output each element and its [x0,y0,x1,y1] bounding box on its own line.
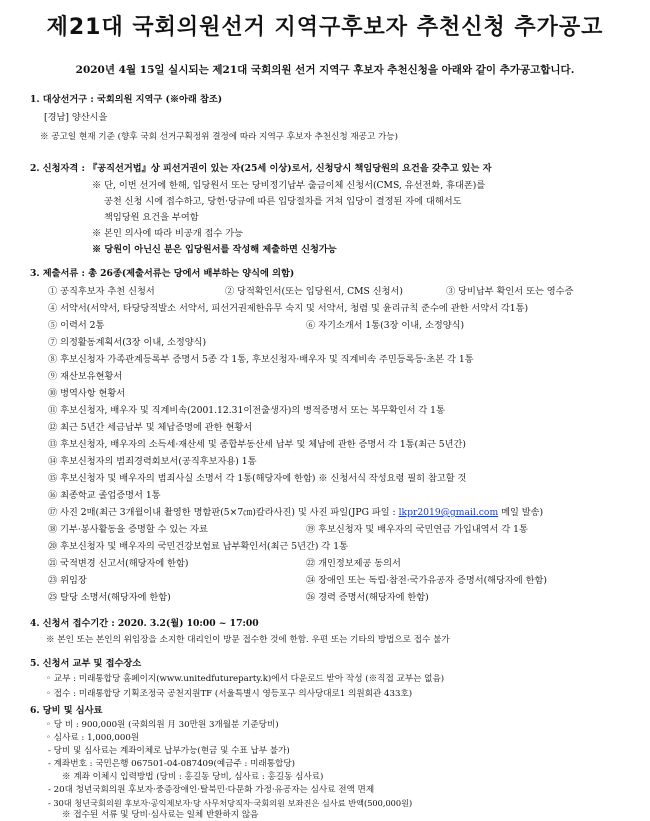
doc-item-12: ⑫ 최근 5년간 세금납부 및 체납증명에 관한 현황서 [48,422,253,433]
section-1-heading: 1. 대상선거구 : 국회의원 지역구 (※아래 참조) [30,94,223,105]
doc-item-16: ⑯ 최종학교 졸업증명서 1통 [48,490,161,501]
doc-item-24: ㉔ 장애인 또는 독립·참전·국가유공자 증명서(해당자에 한함) [306,575,547,586]
page-title: 제21대 국회의원선거 지역구후보자 추천신청 추가공고 [46,15,604,40]
doc-item-19: ⑲ 후보신청자 및 배우자의 국민연금 가입내역서 각 1통 [306,524,528,535]
eligibility-note-2: 공천 신청 시에 접수하고, 당헌·당규에 따른 입당절차를 거쳐 입당이 결정된 자에 대해서도 [104,196,462,207]
doc-item-17-text: ⑰ 사진 2매(최근 3개월이내 촬영한 명함판(5×7㎝)칼라사진) 및 사진 파일(JPG 파일 : [48,507,396,518]
doc-item-22: ㉒ 개인정보제공 동의서 [306,558,401,569]
doc-item-14: ⑭ 후보신청자의 범죄경력회보서(공직후보자용) 1통 [48,456,257,467]
eligibility-note-4: ※ 본인 의사에 따라 비공개 접수 가능 [92,228,243,239]
doc-item-1: ① 공직후보자 추천 신청서 [48,286,155,297]
doc-item-13: ⑬ 후보신청자, 배우자의 소득세·재산세 및 종합부동산세 납부 및 체납에 관한 증명서 각 1통(최근 5년간) [48,439,466,450]
doc-item-21: ㉑ 국적변경 신고서(해당자에 한함) [48,558,189,569]
doc-item-8: ⑧ 후보신청자 가족관계등록부 증명서 5종 각 1통, 후보신청자·배우자 및 직계비속 주민등록등·초본 각 1통 [48,354,474,365]
doc-item-6: ⑥ 자기소개서 1통(3장 이내, 소정양식) [306,320,465,331]
fee-exemption-line: - 20대 청년국회의원 후보자·중증장애인·탈북민·다문화 가정·유공자는 심사료 전액 면제 [48,785,375,795]
doc-item-26: ㉖ 경력 증명서(해당자에 한함) [306,592,429,603]
doc-item-20: ⑳ 후보신청자 및 배우자의 국민건강보험료 납부확인서(최근 5년간) 각 1통 [48,541,348,552]
doc-item-5: ⑤ 이력서 2통 [48,320,105,331]
section-4-note: ※ 본인 또는 본인의 위임장을 소지한 대리인이 방문 접수한 것에 한함. 우편 또는 기타의 방법으로 접수 불가 [46,635,450,645]
transfer-input-note: ※ 계좌 이체시 입력방법 (당비 : 홍길동 당비, 심사료 : 홍길동 심사료) [62,772,324,782]
doc-item-17 [48,507,543,519]
doc-item-10: ⑩ 병역사항 현황서 [48,388,126,399]
doc-item-15: ⑮ 후보신청자 및 배우자의 범죄사실 소명서 각 1통(해당자에 한함) ※ 신청서식 작성요령 필히 참고할 것 [48,473,467,484]
account-number-line: - 계좌번호 : 국민은행 067501-04-087409(예금주 : 미래통합당) [48,759,295,769]
distribution-line: ◦ 교부 : 미래통합당 홈페이지(www.unitedfutureparty.k)에서 다운로드 받아 작성 (※직접 교부는 없음) [46,674,445,684]
review-fee-line: ◦ 심사료 : 1,000,000원 [46,733,140,743]
section-3-heading: 3. 제출서류 : 총 26종(제출서류는 당에서 배부하는 양식에 의함) [30,268,295,279]
eligibility-note-5: ※ 당원이 아닌신 분은 입당원서를 작성해 제출하면 신청가능 [92,244,337,255]
section-5-heading: 5. 신청서 교부 및 접수장소 [30,658,142,669]
section-1-note: ※ 공고일 현재 기준 (향후 국회 선거구획정위 결정에 따라 지역구 후보자 추천신청 재공고 가능) [40,132,398,142]
doc-item-2: ② 당적확인서(또는 입당원서, CMS 신청서) [225,286,403,297]
doc-item-11: ⑪ 후보신청자, 배우자 및 직계비속(2001.12.31이전출생자)의 병적증명서 또는 복무확인서 각 1통 [48,405,445,416]
payment-method-line: - 당비 및 심사료는 계좌이체로 납부가능(현금 및 수표 납부 불가) [48,746,290,756]
section-2-heading: 2. 신청자격 : 『공직선거법』상 피선거권이 있는 자(25세 이상)로서, 신청당시 책임당원의 요건을 갖추고 있는 자 [30,163,492,174]
section-6-heading: 6. 당비 및 심사료 [30,705,103,716]
photo-email-link[interactable]: lkpr2019@gmail.com [398,507,499,518]
eligibility-note-1: ※ 단, 이번 선거에 한해, 입당원서 또는 당비정기납부 출금이체 신청서(CMS, 유선전화, 휴대폰)를 [92,180,486,191]
page-subtitle: 2020년 4월 15일 실시되는 제21대 국회의원 선거 지역구 후보자 추천신청을 아래와 같이 추가공고합니다. [75,64,575,76]
eligibility-note-3: 책임당원 요건을 부여함 [104,212,199,223]
submission-line: ◦ 접수 : 미래통합당 기획조정국 공천지원TF (서울특별시 영등포구 의사당대로1 의원회관 433호) [46,689,413,699]
doc-item-18: ⑱ 기부·봉사활동을 증명할 수 있는 자료 [48,524,208,535]
doc-item-9: ⑨ 재산보유현황서 [48,371,123,382]
party-fee-line: ◦ 당 비 : 900,000원 (국회의원 月 30만원 3개월분 기준당비) [46,720,279,730]
doc-item-3: ③ 당비납부 확인서 또는 영수증 [446,286,574,297]
no-refund-note: ※ 접수된 서류 및 당비·심사료는 일체 반환하지 않음 [62,810,259,820]
doc-item-25: ㉕ 탈당 소명서(해당자에 한함) [48,592,171,603]
doc-item-17-tail: 메일 발송) [501,507,544,518]
district-name: [경남] 양산시을 [44,112,108,123]
doc-item-4: ④ 서약서(서약서, 타당당적발소 서약서, 피선거권제한유무 숙지 및 서약서, 청렴 및 윤리규칙 준수에 관한 서약서 각1통) [48,303,529,314]
doc-item-7: ⑦ 의정활동계획서(3장 이내, 소정양식) [48,337,207,348]
section-4-heading: 4. 신청서 접수기간 : 2020. 3.2(월) 10:00 ~ 17:00 [30,618,259,629]
doc-item-23: ㉓ 위임장 [48,575,87,586]
fee-half-line: - 30대 청년국회의원 후보자·공익제보자·당 사무처당직자·국회의원 보좌진은 심사료 반액(500,000원) [48,798,413,808]
